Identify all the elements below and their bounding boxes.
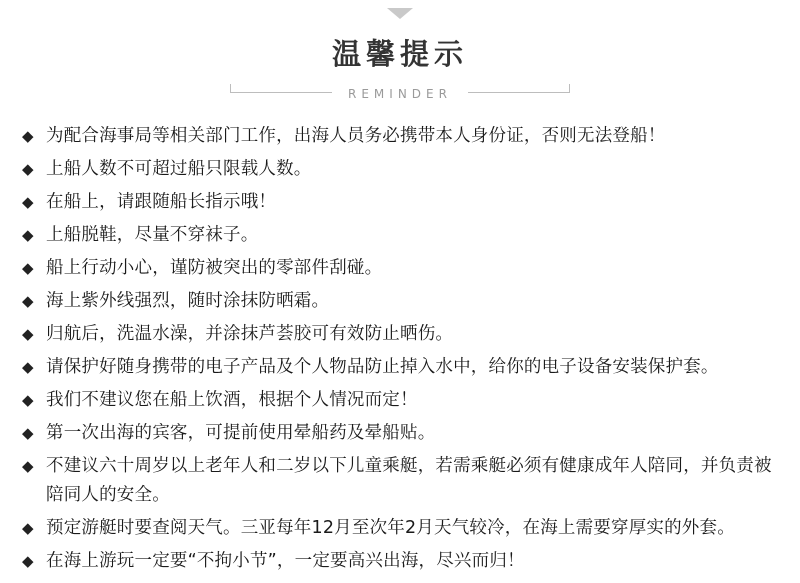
list-item-text: 在船上，请跟随船长指示哦！ — [46, 191, 277, 212]
list-item-text: 第一次出海的宾客，可提前使用晕船药及晕船贴。 — [46, 422, 436, 443]
page-subtitle: REMINDER — [332, 87, 468, 101]
diamond-bullet-icon: ◆ — [22, 423, 34, 442]
list-item — [22, 514, 772, 543]
list-item-text: 在海上游玩一定要“不拘小节”，一定要高兴出海，尽兴而归！ — [46, 550, 525, 571]
list-item-text: 归航后，洗温水澡，并涂抹芦荟胶可有效防止晒伤。 — [46, 323, 454, 344]
list-item — [22, 547, 772, 576]
page-header — [0, 0, 800, 106]
list-item — [22, 254, 772, 283]
list-item — [22, 122, 772, 151]
diamond-bullet-icon: ◆ — [22, 126, 34, 145]
list-item-text: 海上紫外线强烈，随时涂抹防晒霜。 — [46, 290, 330, 311]
list-item — [22, 287, 772, 316]
list-item-text: 预定游艇时要查阅天气。三亚每年12月至次年2月天气较冷，在海上需要穿厚实的外套。 — [46, 517, 735, 538]
list-item-text: 船上行动小心，谨防被突出的零部件刮碰。 — [46, 257, 383, 278]
triangle-down-icon — [387, 8, 413, 19]
list-item — [22, 221, 772, 250]
list-item-text: 我们不建议您在船上饮酒，根据个人情况而定！ — [46, 389, 418, 410]
list-item — [22, 386, 772, 415]
list-item — [22, 320, 772, 349]
diamond-bullet-icon: ◆ — [22, 390, 34, 409]
list-item-text: 上船脱鞋，尽量不穿袜子。 — [46, 224, 259, 245]
diamond-bullet-icon: ◆ — [22, 225, 34, 244]
diamond-bullet-icon: ◆ — [22, 258, 34, 277]
list-item — [22, 353, 772, 382]
diamond-bullet-icon: ◆ — [22, 291, 34, 310]
list-item-text: 请保护好随身携带的电子产品及个人物品防止掉入水中，给你的电子设备安装保护套。 — [46, 356, 719, 377]
list-item — [22, 188, 772, 217]
diamond-bullet-icon: ◆ — [22, 551, 34, 570]
list-item — [22, 419, 772, 448]
list-item-text: 为配合海事局等相关部门工作，出海人员务必携带本人身份证，否则无法登船！ — [46, 125, 666, 146]
list-item — [22, 155, 772, 184]
reminder-list — [0, 122, 800, 576]
list-item — [22, 452, 772, 510]
diamond-bullet-icon: ◆ — [22, 159, 34, 178]
subtitle-rule-wrap — [230, 80, 570, 106]
diamond-bullet-icon: ◆ — [22, 324, 34, 343]
diamond-bullet-icon: ◆ — [22, 518, 34, 537]
list-item-text: 上船人数不可超过船只限载人数。 — [46, 158, 312, 179]
diamond-bullet-icon: ◆ — [22, 456, 34, 475]
list-item-text: 不建议六十周岁以上老年人和二岁以下儿童乘艇，若需乘艇必须有健康成年人陪同，并负责被陪同人的安全。 — [46, 455, 772, 505]
page-title: 温馨提示 — [331, 37, 468, 71]
diamond-bullet-icon: ◆ — [22, 357, 34, 376]
diamond-bullet-icon: ◆ — [22, 192, 34, 211]
